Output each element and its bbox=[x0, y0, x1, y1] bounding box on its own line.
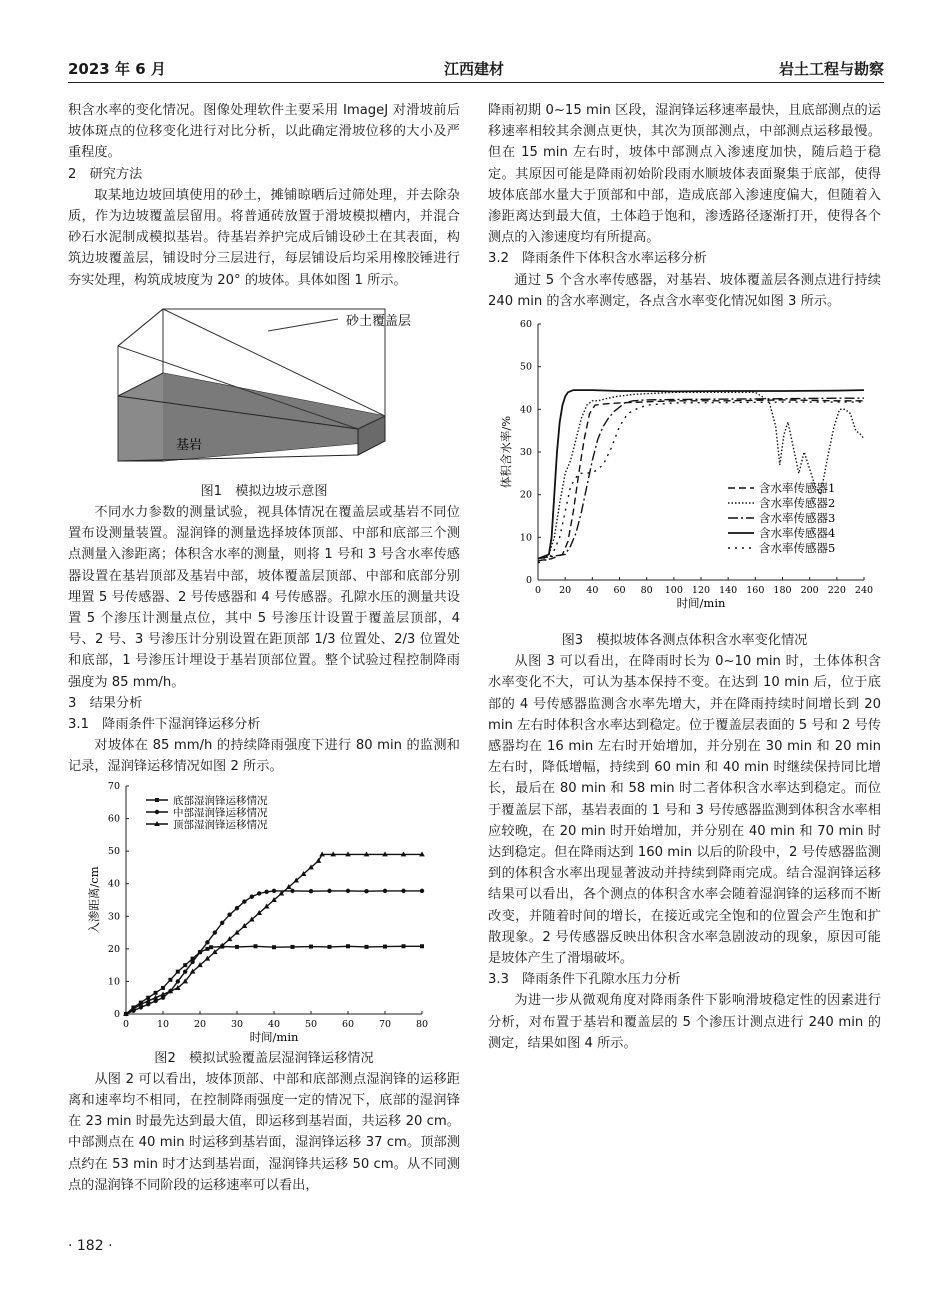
paragraph: 取某地边坡回填使用的砂土，摊铺晾晒后过筛处理，并去除杂质，作为边坡覆盖层留用。将普通砖放置于滑坡模拟槽内，并混合砂石水泥制成模拟基岩。待基岩养护完成后铺设砂土在其表面，构筑边坡覆盖层，铺设时分三层进行，每层铺设后均采用橡胶锤进行夯实处理，构筑成坡度为 20° 的坡体。具体如图 1 所示。 bbox=[68, 187, 460, 288]
legend-marker bbox=[155, 809, 159, 813]
y-tick-label: 60 bbox=[107, 813, 120, 825]
y-tick-label: 40 bbox=[107, 878, 120, 890]
data-point bbox=[365, 945, 369, 949]
data-point bbox=[272, 945, 276, 949]
x-tick-label: 160 bbox=[746, 585, 765, 597]
data-point bbox=[176, 979, 180, 983]
data-point bbox=[346, 944, 350, 948]
x-tick-label: 40 bbox=[586, 585, 599, 597]
x-tick-label: 80 bbox=[415, 1018, 429, 1030]
base-rock-label: 基岩 bbox=[176, 437, 203, 453]
y-axis-label: 体积含水率/% bbox=[499, 415, 513, 489]
data-point bbox=[176, 969, 180, 973]
data-point bbox=[154, 991, 158, 995]
data-point bbox=[250, 894, 254, 898]
y-tick-label: 60 bbox=[519, 319, 532, 331]
data-point bbox=[205, 947, 209, 951]
data-point bbox=[161, 986, 165, 990]
data-point bbox=[264, 889, 268, 893]
x-tick-label: 80 bbox=[640, 585, 653, 597]
x-tick-label: 10 bbox=[156, 1018, 170, 1030]
y-tick-label: 70 bbox=[107, 780, 120, 792]
data-point bbox=[209, 945, 213, 949]
data-point bbox=[291, 945, 295, 949]
y-tick-label: 50 bbox=[107, 845, 120, 857]
x-tick-label: 60 bbox=[341, 1018, 355, 1030]
legend-label: 含水率传感器2 bbox=[759, 496, 836, 511]
x-tick-label: 30 bbox=[230, 1018, 244, 1030]
section-heading: 3 结果分析 bbox=[68, 695, 143, 711]
data-point bbox=[383, 944, 387, 948]
paragraph: 从图 3 可以看出，在降雨时长为 0~10 min 时，土体体积含水率变化不大，可认为基本保持不变。在达到 10 min 后，位于底部的 4 号传感器监测含水率先增大，并在降雨持续时间增长到 20 min 左右时体积含水率达到稳定。位于覆盖层表面的 5 号和 2 号传感器均在 16 min 左右时开始增加，并分别在 30 min 和 20 min 左右时，降低增幅，持续到 60 min 和 40 min 时继续保持同比增长，最后在 80 min 和 58 min 时二者体积含水率达到稳定。而位于覆盖层下部，基岩表面的 1 号和 3 号传感器监测到体积含水率相应较晚，在 20 min 时开始增加，并分别在 40 min 和 70 min 时达到稳定。但在降雨达到 160 min 以后的阶段中，2 号传感器监测到的体积含水率出现显著波动并持续到降雨完成。结合湿润锋运移结果可以看出，各个测点的体积含水率会随着湿润锋的运移而不断改变，并随着时间的增长，在接近或完全饱和的位置会产生饱和扩散现象。2 号传感器反映出体积含水率急剧波动的现象，原因可能是坡体产生了滑塌破坏。 bbox=[488, 654, 881, 967]
subsection-heading: 3.3 降雨条件下孔隙水压力分析 bbox=[488, 972, 681, 988]
cover-layer-label: 砂土覆盖层 bbox=[346, 313, 412, 329]
y-tick-label: 30 bbox=[519, 447, 532, 459]
data-point bbox=[235, 906, 239, 910]
data-point bbox=[205, 940, 209, 944]
x-axis-label: 时间/min bbox=[676, 596, 726, 611]
y-tick-label: 40 bbox=[519, 404, 532, 416]
header-section: 岩土工程与勘察 bbox=[778, 60, 884, 78]
left-column bbox=[68, 100, 460, 1196]
section-heading: 2 研究方法 bbox=[68, 166, 143, 182]
paragraph: 通过 5 个含水率传感器，对基岩、坡体覆盖层各测点进行持续 240 min 的含水率测定，各点含水率变化情况如图 3 所示。 bbox=[488, 272, 881, 309]
data-point bbox=[198, 950, 202, 954]
legend-label: 底部湿润锋运移情况 bbox=[173, 794, 268, 807]
header-journal: 江西建材 bbox=[444, 60, 505, 78]
paragraph: 对坡体在 85 mm/h 的持续降雨强度下进行 80 min 的监测和记录，湿润锋运移情况如图 2 所示。 bbox=[68, 738, 460, 775]
legend-label: 中部湿润锋运移情况 bbox=[173, 806, 268, 819]
y-tick-label: 10 bbox=[519, 532, 532, 544]
legend-label: 顶部湿润锋运移情况 bbox=[173, 818, 268, 831]
x-tick-label: 0 bbox=[122, 1018, 130, 1030]
y-tick-label: 0 bbox=[525, 575, 532, 587]
data-point bbox=[183, 963, 187, 967]
legend-label: 含水率传感器3 bbox=[759, 511, 836, 526]
data-point bbox=[401, 888, 405, 892]
data-point bbox=[254, 944, 258, 948]
x-tick-label: 100 bbox=[664, 585, 683, 597]
figure-2-wetting-front-chart bbox=[68, 778, 460, 1048]
data-point bbox=[220, 920, 224, 924]
right-column bbox=[488, 100, 881, 1054]
paragraph: 不同水力参数的测量试验，视具体情况在覆盖层或基岩不同位置布设测量装置。湿润锋的测量选择坡体顶部、中部和底部三个测点测量入渗距离；体积含水率的测量，则将 1 号和 3 号含水率传感器设置在基岩顶部及基岩中部，坡体覆盖层顶部、中部和底部分别埋置 5 号传感器、2 号传感器和 4 号传感器。孔隙水压的测量共设置 5 个渗压计测量点位，其中 5 号渗压计设置于覆盖层顶部，4 号、2 号、3 号渗压计分别设置在距顶部 1/3 位置处、2/3 位置处和底部，1 号渗压计埋设于基岩顶部位置。整个试验过程控制降雨强度为 85 mm/h。 bbox=[68, 505, 460, 690]
figure-3-water-content-chart bbox=[488, 312, 881, 630]
figure-1-slope-diagram bbox=[68, 291, 460, 481]
x-tick-label: 50 bbox=[304, 1018, 318, 1030]
paragraph: 为进一步从微观角度对降雨条件下影响滑坡稳定性的因素进行分析，对布置于基岩和覆盖层的 5 个渗压计测点进行 240 min 的测定，结果如图 4 所示。 bbox=[488, 993, 881, 1051]
x-tick-label: 20 bbox=[559, 585, 572, 597]
legend-label: 含水率传感器4 bbox=[759, 526, 836, 541]
data-point bbox=[364, 889, 368, 893]
y-axis-label: 入渗距离/cm bbox=[87, 866, 101, 934]
page-header bbox=[0, 0, 950, 90]
data-point bbox=[213, 930, 217, 934]
data-point bbox=[328, 945, 332, 949]
y-tick-label: 30 bbox=[107, 910, 120, 922]
subsection-heading: 3.2 降雨条件下体积含水率运移分析 bbox=[488, 251, 707, 267]
data-point bbox=[290, 888, 294, 892]
y-tick-label: 10 bbox=[107, 976, 120, 988]
paragraph: 积含水率的变化情况。图像处理软件主要采用 ImageJ 对滑坡前后坡体斑点的位移变化进行对比分析，以此确定滑坡位移的大小及严重程度。 bbox=[68, 103, 460, 161]
x-tick-label: 200 bbox=[800, 585, 819, 597]
x-tick-label: 240 bbox=[854, 585, 874, 597]
y-tick-label: 50 bbox=[519, 361, 532, 373]
header-rule bbox=[68, 82, 884, 83]
x-tick-label: 70 bbox=[378, 1018, 392, 1030]
figure-2-caption: 图2 模拟试验覆盖层湿润锋运移情况 bbox=[154, 1050, 374, 1066]
subsection-heading: 3.1 降雨条件下湿润锋运移分析 bbox=[68, 717, 261, 733]
data-point bbox=[420, 944, 424, 948]
legend-marker bbox=[155, 798, 159, 802]
x-tick-label: 40 bbox=[267, 1018, 281, 1030]
data-point bbox=[168, 977, 172, 981]
data-point bbox=[309, 889, 313, 893]
legend-label: 含水率传感器1 bbox=[759, 481, 836, 496]
x-tick-label: 120 bbox=[691, 585, 711, 597]
series-line bbox=[126, 891, 422, 1014]
data-point bbox=[257, 891, 261, 895]
data-point bbox=[420, 888, 424, 892]
data-point bbox=[402, 944, 406, 948]
header-date: 2023 年 6 月 bbox=[68, 60, 166, 78]
x-tick-label: 0 bbox=[534, 585, 542, 597]
x-tick-label: 140 bbox=[719, 585, 738, 597]
data-point bbox=[242, 899, 246, 903]
x-axis-label: 时间/min bbox=[249, 1029, 299, 1044]
data-point bbox=[309, 944, 313, 948]
paragraph: 降雨初期 0~15 min 区段，湿润锋运移速率最快，且底部测点的运移速率相较其余测点更快，其次为顶部测点，中部测点运移最慢。但在 15 min 左右时，坡体中部测点入渗速度加快，随后趋于稳定。其原因可能是降雨初始阶段雨水顺坡体表面聚集于底部，使得坡体底部水量大于顶部和中部，造成底部入渗速度偏大，但随着入渗距离达到最大值，土体趋于饱和，渗透路径逐渐打开，使得各个测点的入渗速度均有所提高。 bbox=[488, 103, 881, 246]
data-point bbox=[346, 888, 350, 892]
figure-3-caption: 图3 模拟坡体各测点体积含水率变化情况 bbox=[561, 633, 808, 649]
data-point bbox=[327, 888, 331, 892]
data-point bbox=[227, 912, 231, 916]
legend-label: 含水率传感器5 bbox=[759, 541, 836, 556]
x-tick-label: 60 bbox=[613, 585, 626, 597]
page-number: · 182 · bbox=[68, 1238, 113, 1254]
data-point bbox=[272, 888, 276, 892]
x-tick-label: 20 bbox=[193, 1018, 207, 1030]
data-point bbox=[183, 969, 187, 973]
data-point bbox=[383, 888, 387, 892]
paragraph: 从图 2 可以看出，坡体顶部、中部和底部测点湿润锋的运移距离和速率均不相同，在控制降雨强度一定的情况下，底部的湿润锋在 23 min 时最先达到最大值，即运移到基岩面，共运移 20 cm。中部测点在 40 min 时运移到基岩面，湿润锋运移 37 cm。顶部测点约在 53 min 时才达到基岩面，湿润锋共运移 50 cm。从不同测点的湿润锋不同阶段的运移速率可以看出， bbox=[68, 1071, 460, 1193]
x-tick-label: 220 bbox=[827, 585, 846, 597]
x-tick-label: 180 bbox=[773, 585, 792, 597]
y-tick-label: 20 bbox=[107, 943, 120, 955]
figure-1-caption: 图1 模拟边坡示意图 bbox=[200, 483, 328, 499]
y-tick-label: 20 bbox=[519, 489, 532, 501]
data-point bbox=[235, 945, 239, 949]
y-tick-label: 0 bbox=[113, 1008, 120, 1020]
data-point bbox=[190, 959, 194, 963]
